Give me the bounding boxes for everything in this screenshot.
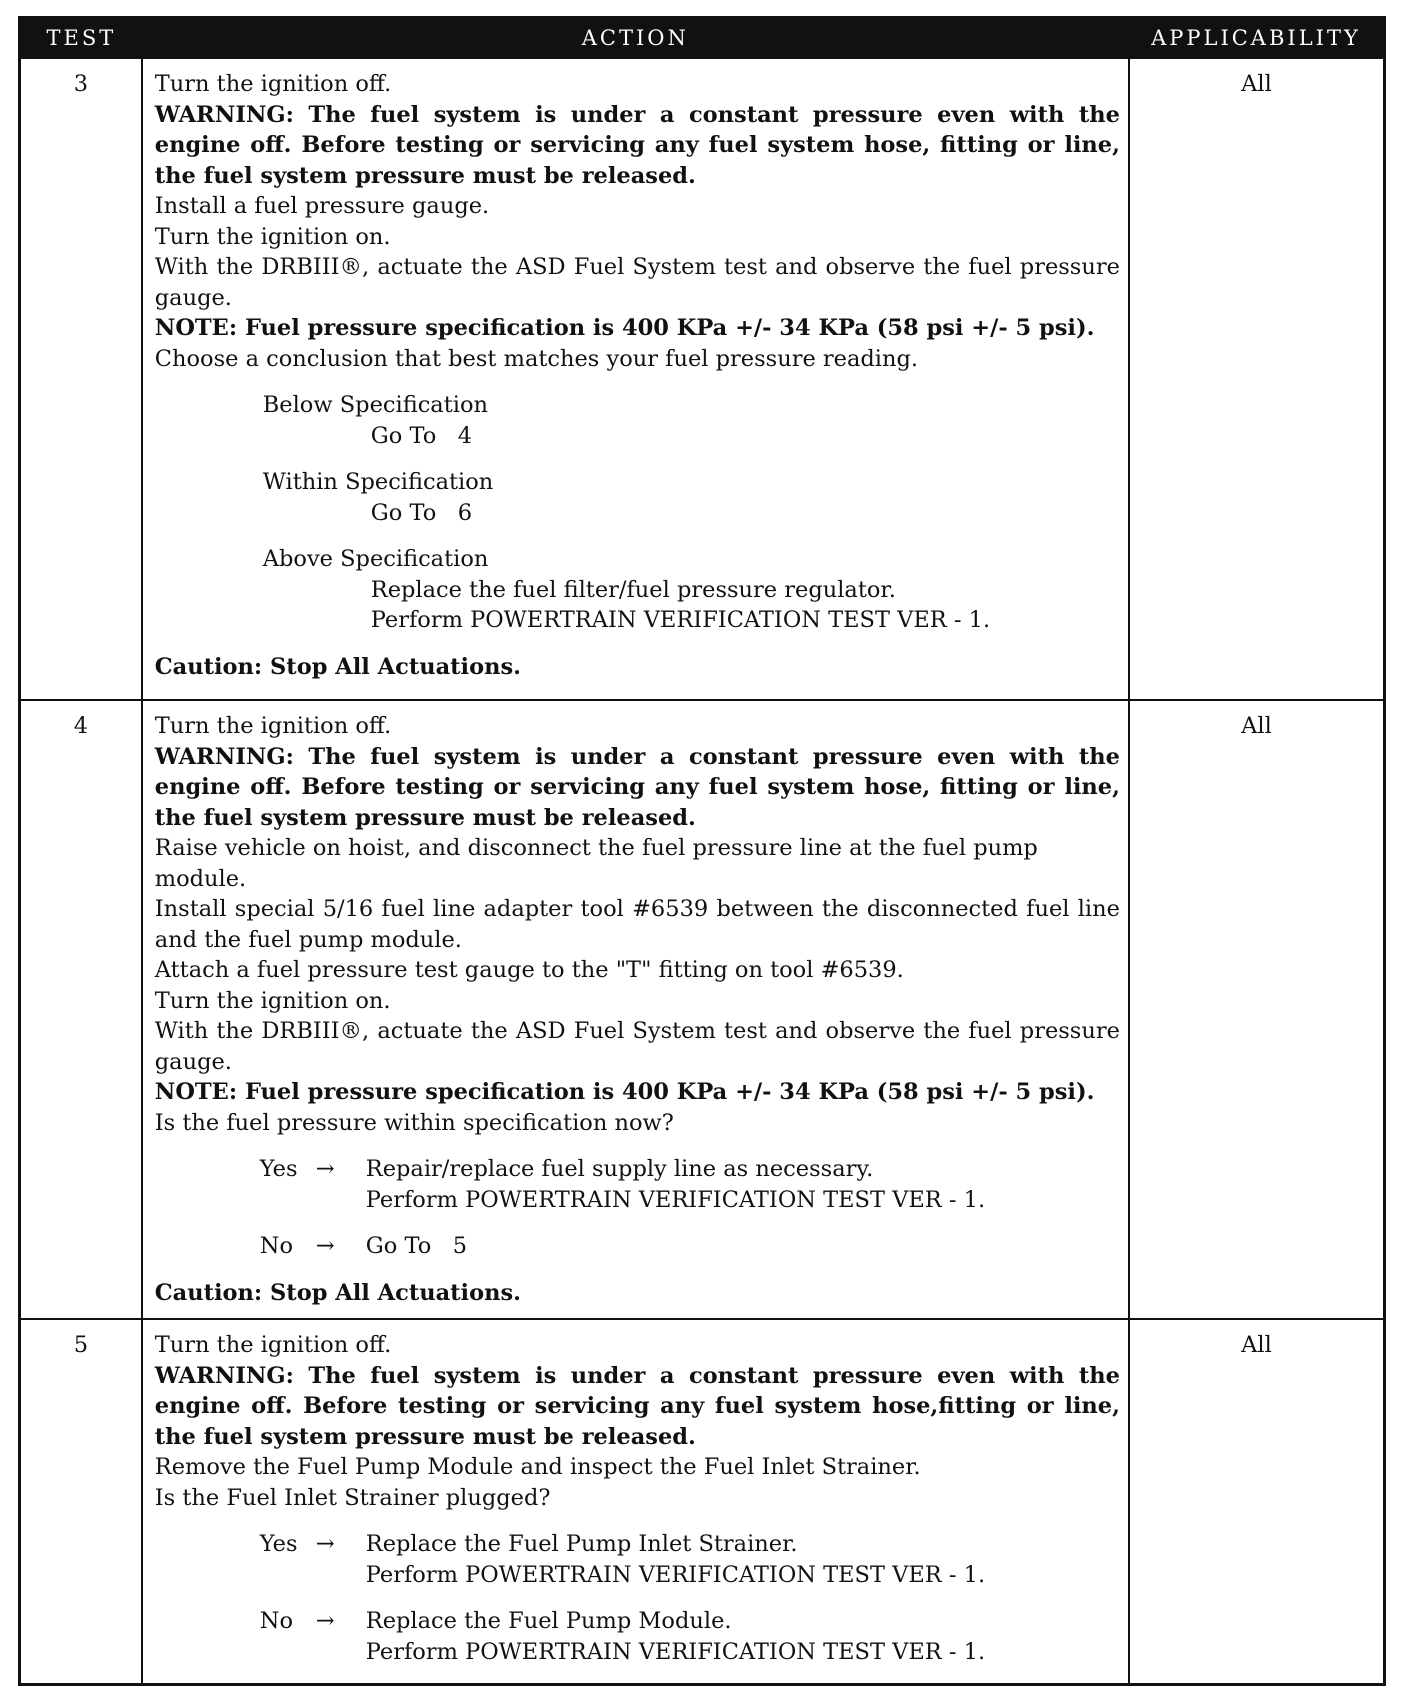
diagnostic-test-table bbox=[18, 16, 1386, 1686]
answer-label: No bbox=[259, 1608, 293, 1634]
answer-label: Yes bbox=[259, 1156, 298, 1182]
answer-result-line: Replace the Fuel Pump Inlet Strainer. bbox=[365, 1531, 798, 1557]
option-above-spec bbox=[155, 544, 1120, 636]
answer-result-line: Perform POWERTRAIN VERIFICATION TEST VER - 1. bbox=[365, 1638, 986, 1665]
option-result: Perform POWERTRAIN VERIFICATION TEST VER - 1. bbox=[370, 607, 991, 633]
test-number: 4 bbox=[20, 700, 142, 1319]
answer-no bbox=[155, 1231, 1120, 1262]
note-text: NOTE: Fuel pressure specification is 400 KPa +/- 34 KPa (58 psi +/- 5 psi). bbox=[154, 1079, 1095, 1105]
table-row-test-4 bbox=[20, 700, 1385, 1319]
action-question: Is the Fuel Inlet Strainer plugged? bbox=[154, 1484, 551, 1511]
arrow-icon: → bbox=[315, 1608, 335, 1634]
table-row-test-5 bbox=[20, 1319, 1385, 1684]
answer-result bbox=[366, 1231, 1120, 1262]
answer-yes bbox=[155, 1529, 1120, 1590]
caution-text: Caution: Stop All Actuations. bbox=[154, 1279, 521, 1306]
option-result: Go To 4 bbox=[370, 422, 473, 449]
action-step: Raise vehicle on hoist, and disconnect the fuel pressure line at the fuel pump module. bbox=[154, 835, 1038, 892]
note-text: NOTE: Fuel pressure specification is 400 KPa +/- 34 KPa (58 psi +/- 5 psi). bbox=[154, 315, 1095, 341]
option-result: Go To 6 bbox=[370, 499, 473, 526]
answer-result bbox=[366, 1606, 1120, 1667]
answer-result-line: Perform POWERTRAIN VERIFICATION TEST VER - 1. bbox=[365, 1186, 986, 1213]
option-label: Below Specification bbox=[262, 392, 488, 418]
applicability-value: All bbox=[1129, 58, 1385, 700]
test-number: 5 bbox=[20, 1319, 142, 1684]
option-within-spec bbox=[155, 467, 1120, 528]
answer-label: No bbox=[259, 1233, 293, 1259]
action-question: Is the fuel pressure within specification now? bbox=[154, 1109, 674, 1136]
option-below-spec bbox=[155, 390, 1120, 451]
arrow-icon: → bbox=[315, 1156, 335, 1182]
action-step: With the DRBIII®, actuate the ASD Fuel System test and observe the fuel pressure gauge. bbox=[154, 254, 1120, 311]
test-number: 3 bbox=[20, 58, 142, 700]
action-step: Attach a fuel pressure test gauge to the "T" fitting on tool #6539. bbox=[154, 957, 904, 983]
option-result: Replace the fuel filter/fuel pressure regulator. bbox=[370, 576, 896, 603]
caution-text: Caution: Stop All Actuations. bbox=[154, 653, 521, 680]
answer-result bbox=[366, 1154, 1120, 1215]
answer-result bbox=[366, 1529, 1120, 1590]
action-step: With the DRBIII®, actuate the ASD Fuel System test and observe the fuel pressure gauge. bbox=[154, 1018, 1120, 1075]
arrow-icon: → bbox=[315, 1233, 335, 1259]
header-test: TEST bbox=[20, 18, 142, 59]
applicability-value: All bbox=[1129, 700, 1385, 1319]
applicability-value: All bbox=[1129, 1319, 1385, 1684]
action-step: Turn the ignition on. bbox=[154, 223, 391, 250]
warning-text: WARNING: The fuel system is under a constant pressure even with the engine off. Before testing or servicing any fuel system hose, fitting or line, the fuel system pressure must be released. bbox=[154, 101, 1120, 189]
header-applicability: APPLICABILITY bbox=[1129, 18, 1385, 59]
answer-yes bbox=[155, 1154, 1120, 1215]
action-intro: Turn the ignition off. bbox=[154, 713, 392, 739]
option-label: Within Specification bbox=[262, 469, 494, 495]
answer-result-line: Replace the Fuel Pump Module. bbox=[365, 1608, 732, 1634]
warning-text: WARNING: The fuel system is under a constant pressure even with the engine off. Before testing or servicing any fuel system hose, fitting or line, the fuel system pressure must be released. bbox=[154, 743, 1120, 831]
action-intro: Turn the ignition off. bbox=[154, 1332, 392, 1358]
answer-result-line: Repair/replace fuel supply line as necessary. bbox=[365, 1156, 874, 1182]
warning-text: WARNING: The fuel system is under a constant pressure even with the engine off. Before testing or servicing any fuel system hose,fitting or line, the fuel system pressure must be released. bbox=[154, 1362, 1120, 1450]
action-step: Install a fuel pressure gauge. bbox=[154, 193, 490, 219]
option-label: Above Specification bbox=[262, 546, 489, 572]
answer-result-line: Go To 5 bbox=[365, 1233, 468, 1259]
table-row-test-3 bbox=[20, 58, 1385, 700]
action-step: Turn the ignition on. bbox=[154, 987, 391, 1014]
action-step: Install special 5/16 fuel line adapter tool #6539 between the disconnected fuel line and the fuel pump module. bbox=[154, 896, 1120, 953]
action-cell bbox=[142, 1319, 1129, 1684]
table-header-row bbox=[20, 18, 1385, 59]
answer-no bbox=[155, 1606, 1120, 1667]
action-cell bbox=[142, 58, 1129, 700]
action-cell bbox=[142, 700, 1129, 1319]
answer-label: Yes bbox=[259, 1531, 298, 1557]
arrow-icon: → bbox=[315, 1531, 335, 1557]
answer-result-line: Perform POWERTRAIN VERIFICATION TEST VER - 1. bbox=[365, 1561, 986, 1588]
action-step: Remove the Fuel Pump Module and inspect the Fuel Inlet Strainer. bbox=[154, 1454, 921, 1480]
action-question: Choose a conclusion that best matches your fuel pressure reading. bbox=[154, 345, 919, 372]
header-action: ACTION bbox=[142, 18, 1129, 59]
action-intro: Turn the ignition off. bbox=[154, 71, 392, 97]
